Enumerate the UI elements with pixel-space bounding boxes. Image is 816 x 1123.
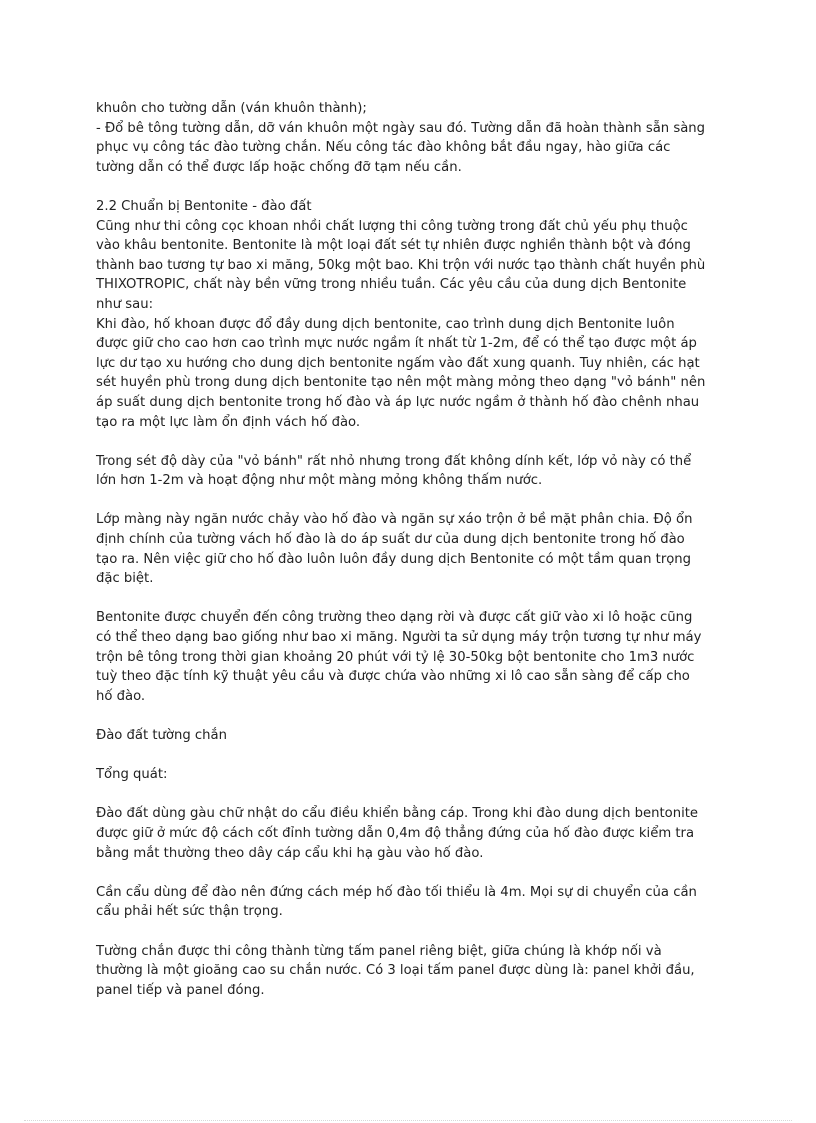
footer-divider bbox=[24, 1120, 792, 1121]
text-line: như sau: bbox=[96, 296, 154, 312]
text-line: khuôn cho tường dẫn (ván khuôn thành); bbox=[96, 101, 367, 116]
text-line: Bentonite được chuyển đến công trường theo dạng rời và được cất giữ vào xi lô hoặc cũng bbox=[96, 610, 693, 626]
text-line: tuỳ theo đặc tính kỹ thuật yêu cầu và được chứa vào những xi lô cao sẵn sàng để cấp cho bbox=[96, 669, 690, 685]
text-line: - Đổ bê tông tường dẫn, dỡ ván khuôn một ngày sau đó. Tường dẫn đã hoàn thành sẵn sàng bbox=[96, 120, 706, 136]
text-line: phục vụ công tác đào tường chắn. Nếu công tác đào không bắt đầu ngay, hào giữa các bbox=[96, 140, 671, 156]
text-line: Tổng quát: bbox=[96, 767, 168, 783]
text-line: tạo ra. Nên việc giữ cho hố đào luôn luôn đầy dung dịch Bentonite có một tầm quan trọng bbox=[96, 551, 692, 567]
text-line: sét huyền phù trong dung dịch bentonite tạo nên một màng mỏng theo dạng "vỏ bánh" nên bbox=[96, 375, 706, 391]
text-line: có thể theo dạng bao giống như bao xi măng. Người ta sử dụng máy trộn tương tự như máy bbox=[96, 630, 702, 646]
text-line: được giữ cho cao hơn cao trình mực nước ngầm ít nhất từ 1-2m, để có thể tạo được một áp bbox=[96, 336, 697, 352]
text-line: lực dư tạo xu hướng cho dung dịch bentonite ngấm vào đất xung quanh. Tuy nhiên, các hạt bbox=[96, 355, 700, 371]
text-line: bằng mắt thường theo dây cáp cẩu khi hạ gàu vào hố đào. bbox=[96, 845, 484, 861]
text-line: áp suất dung dịch bentonite trong hố đào và áp lực nước ngầm ở thành hố đào chênh nhau bbox=[96, 394, 700, 410]
text-line: trộn bê tông trong thời gian khoảng 20 phút với tỷ lệ 30-50kg bột bentonite cho 1m3 nước bbox=[96, 649, 695, 665]
text-line: vào khâu bentonite. Bentonite là một loại đất sét tự nhiên được nghiền thành bột và đóng bbox=[96, 238, 691, 254]
text-line: được giữ ở mức độ cách cốt đỉnh tường dẫn 0,4m độ thẳng đứng của hố đào được kiểm tra bbox=[96, 825, 695, 841]
paragraph-gap bbox=[96, 177, 726, 197]
paragraph-gap bbox=[96, 922, 726, 942]
text-line: lớn hơn 1-2m và hoạt động như một màng mỏng không thấm nước. bbox=[96, 473, 543, 489]
text-line: thành bao tương tự bao xi măng, 50kg một bao. Khi trộn với nước tạo thành chất huyền phù bbox=[96, 257, 706, 273]
text-line: Đào đất dùng gàu chữ nhật do cẩu điều khiển bằng cáp. Trong khi đào dung dịch bentonite bbox=[96, 806, 699, 822]
paragraph-gap bbox=[96, 706, 726, 726]
text-line: hố đào. bbox=[96, 688, 146, 704]
text-line: cẩu phải hết sức thận trọng. bbox=[96, 904, 283, 920]
text-line: Cần cẩu dùng để đào nên đứng cách mép hố đào tối thiểu là 4m. Mọi sự di chuyển của cần bbox=[96, 884, 697, 900]
text-line: Đào đất tường chắn bbox=[96, 728, 227, 743]
text-line: panel tiếp và panel đóng. bbox=[96, 982, 265, 998]
text-line: Lớp màng này ngăn nước chảy vào hố đào và ngăn sự xáo trộn ở bề mặt phân chia. Độ ổn bbox=[96, 512, 693, 528]
text-line: thường là một gioăng cao su chắn nước. Có 3 loại tấm panel được dùng là: panel khởi đầu, bbox=[96, 963, 695, 979]
text-line: tạo ra một lực làm ổn định vách hố đào. bbox=[96, 414, 361, 430]
text-line: THIXOTROPIC, chất này bền vững trong nhiều tuần. Các yêu cầu của dung dịch Bentonite bbox=[96, 277, 687, 293]
paragraph-gap bbox=[96, 432, 726, 452]
text-line: tường dẫn có thể được lấp hoặc chống đỡ tạm nếu cần. bbox=[96, 159, 462, 175]
text-line: Tường chắn được thi công thành từng tấm panel riêng biệt, giữa chúng là khớp nối và bbox=[96, 943, 662, 959]
paragraph-gap bbox=[96, 785, 726, 805]
paragraph-gap bbox=[96, 863, 726, 883]
text-line: Khi đào, hố khoan được đổ đầy dung dịch bentonite, cao trình dung dịch Bentonite luôn bbox=[96, 316, 675, 332]
text-line: đặc biệt. bbox=[96, 571, 154, 587]
text-line: Cũng như thi công cọc khoan nhồi chất lượng thi công tường trong đất chủ yếu phụ thuộc bbox=[96, 218, 688, 234]
paragraph-gap bbox=[96, 746, 726, 766]
text-line: 2.2 Chuẩn bị Bentonite - đào đất bbox=[96, 198, 312, 214]
paragraph-gap bbox=[96, 589, 726, 609]
document-page bbox=[96, 99, 726, 1000]
text-line: định chính của tường vách hố đào là do áp suất dư của dung dịch bentonite trong hố đào bbox=[96, 532, 685, 548]
text-line: Trong sét độ dày của "vỏ bánh" rất nhỏ nhưng trong đất không dính kết, lớp vỏ này có thể bbox=[96, 453, 692, 469]
paragraph-gap bbox=[96, 491, 726, 511]
